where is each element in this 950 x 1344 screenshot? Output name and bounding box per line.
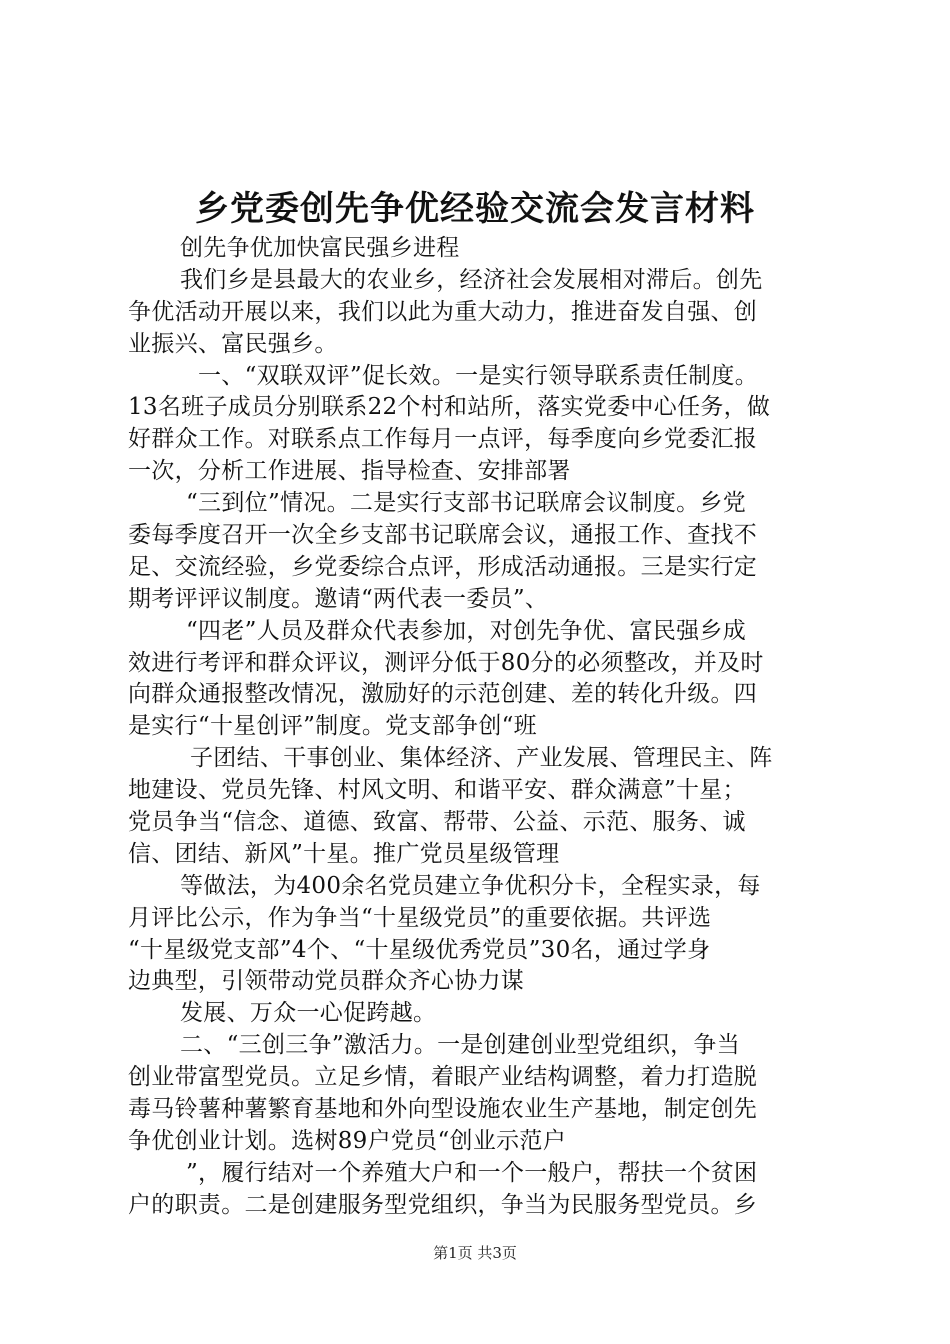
paragraph-line: 党员争当“信念、道德、致富、帮带、公益、示范、服务、诚 (128, 809, 746, 836)
document-title: 乡党委创先争优经验交流会发言材料 (195, 189, 755, 229)
paragraph-line: 业振兴、富民强乡。 (128, 330, 338, 357)
paragraph-line: 委每季度召开一次全乡支部书记联席会议，通报工作、查找不 (128, 522, 758, 549)
paragraph-line: 信、团结、新风”十星。推广党员星级管理 (128, 840, 560, 867)
paragraph-line: 争优活动开展以来，我们以此为重大动力，推进奋发自强、创 (128, 298, 758, 325)
paragraph-line: 户的职责。二是创建服务型党组织，争当为民服务型党员。乡 (128, 1191, 758, 1218)
paragraph-line: 足、交流经验，乡党委综合点评，形成活动通报。三是实行定 (128, 553, 758, 580)
paragraph-line: 地建设、党员先锋、村风文明、和谐平安、群众满意”十星； (128, 777, 746, 804)
paragraph-line: 好群众工作。对联系点工作每月一点评，每季度向乡党委汇报 (128, 426, 758, 453)
paragraph-line: “三到位”情况。二是实行支部书记联席会议制度。乡党 (186, 490, 747, 517)
paragraph-line: 是实行“十星创评”制度。党支部争创“班 (128, 713, 537, 740)
paragraph-line: “十星级党支部”4个、“十星级优秀党员”30名，通过学身 (128, 936, 711, 963)
paragraph-line: 子团结、干事创业、集体经济、产业发展、管理民主、阵 (190, 745, 773, 772)
paragraph-line: 我们乡是县最大的农业乡，经济社会发展相对滞后。创先 (180, 266, 763, 293)
paragraph-line: 二、“三创三争”激活力。一是创建创业型党组织，争当 (180, 1032, 741, 1059)
subtitle-line: 创先争优加快富民强乡进程 (180, 235, 460, 261)
paragraph-line: 向群众通报整改情况，激励好的示范创建、差的转化升级。四 (128, 681, 758, 708)
paragraph-line: 等做法，为400余名党员建立争优积分卡，全程实录，每 (180, 872, 761, 899)
paragraph-line: ”，履行结对一个养殖大户和一个一般户，帮扶一个贫困 (186, 1159, 758, 1186)
paragraph-line: 发展、万众一心促跨越。 (180, 1000, 437, 1027)
page-number-footer: 第1页 共3页 (433, 1244, 517, 1262)
paragraph-line: “四老”人员及群众代表参加，对创先争优、富民强乡成 (186, 617, 747, 644)
paragraph-line: 月评比公示，作为争当“十星级党员”的重要依据。共评选 (128, 904, 712, 931)
paragraph-line: 效进行考评和群众评议，测评分低于80分的必须整改，并及时 (128, 649, 764, 676)
paragraph-line: 创业带富型党员。立足乡情，着眼产业结构调整，着力打造脱 (128, 1064, 758, 1091)
paragraph-line: 一次，分析工作进展、指导检查、安排部署 (128, 458, 571, 485)
paragraph-line: 边典型，引领带动党员群众齐心协力谋 (128, 968, 525, 995)
paragraph-line: 13名班子成员分别联系22个村和站所，落实党委中心任务，做 (128, 394, 771, 421)
paragraph-line: 一、“双联双评”促长效。一是实行领导联系责任制度。 (198, 362, 759, 389)
paragraph-line: 期考评评议制度。邀请“两代表一委员”、 (128, 585, 549, 612)
paragraph-line: 毒马铃薯种薯繁育基地和外向型设施农业生产基地，制定创先 (128, 1096, 758, 1123)
document-body (128, 233, 838, 1222)
paragraph-line: 争优创业计划。选树89户党员“创业示范户 (128, 1127, 567, 1154)
